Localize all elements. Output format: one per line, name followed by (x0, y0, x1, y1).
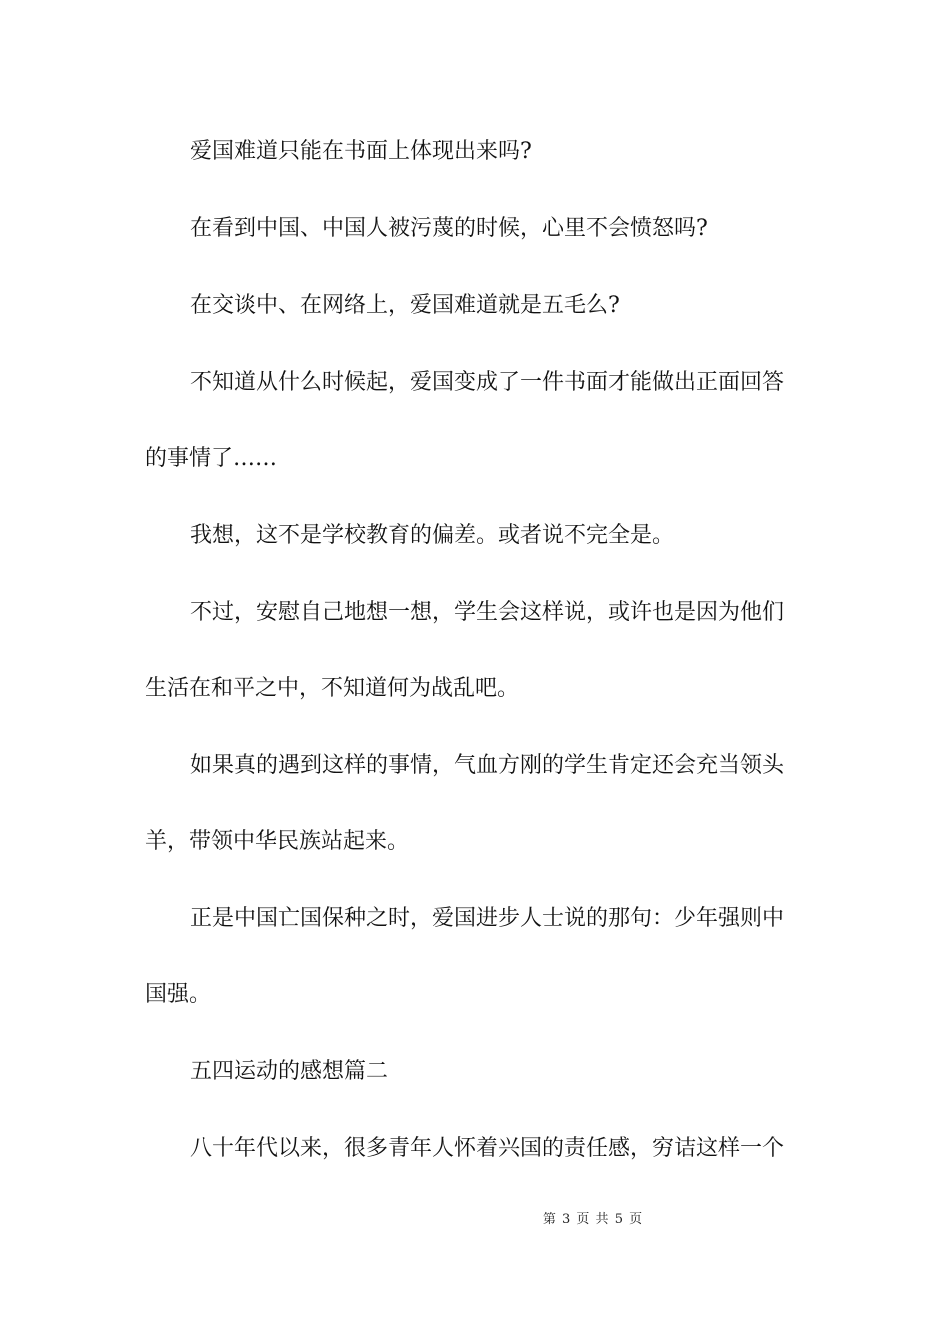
paragraph-line: 羊，带领中华民族站起来。 (145, 829, 410, 854)
paragraph-3 (145, 287, 805, 325)
section-heading (145, 1053, 805, 1091)
page-footer (0, 1208, 950, 1227)
paragraph-line: 正是中国亡国保种之时，爱国进步人士说的那句：少年强则中 (190, 906, 785, 931)
paragraph-line: 在交谈中、在网络上，爱国难道就是五毛么? (190, 293, 620, 318)
paragraph-8 (145, 900, 805, 1014)
paragraph-6 (145, 594, 805, 708)
paragraph-line: 的事情了…… (145, 446, 278, 471)
paragraph-line: 不过，安慰自己地想一想，学生会这样说，或许也是因为他们 (190, 600, 785, 625)
paragraph-1 (145, 133, 805, 171)
paragraph-line: 国强。 (145, 982, 212, 1007)
document-body (145, 133, 805, 1168)
paragraph-5 (145, 517, 805, 555)
paragraph-7 (145, 747, 805, 861)
paragraph-line: 爱国难道只能在书面上体现出来吗? (190, 139, 532, 164)
paragraph-line: 如果真的遇到这样的事情，气血方刚的学生肯定还会充当领头 (190, 753, 785, 778)
paragraph-2 (145, 210, 805, 248)
paragraph-line: 我想，这不是学校教育的偏差。或者说不完全是。 (190, 523, 675, 548)
paragraph-line: 在看到中国、中国人被污蔑的时候，心里不会愤怒吗? (190, 216, 708, 241)
paragraph-4 (145, 364, 805, 478)
paragraph-10 (145, 1130, 805, 1168)
paragraph-line: 不知道从什么时候起，爱国变成了一件书面才能做出正面回答 (190, 370, 785, 395)
section-heading-text: 五四运动的感想篇二 (190, 1059, 389, 1084)
paragraph-line: 八十年代以来，很多青年人怀着兴国的责任感，穷诘这样一个 (190, 1136, 785, 1161)
page-number-label: 第 3 页 共 5 页 (542, 1212, 644, 1227)
paragraph-line: 生活在和平之中，不知道何为战乱吧。 (145, 676, 520, 701)
